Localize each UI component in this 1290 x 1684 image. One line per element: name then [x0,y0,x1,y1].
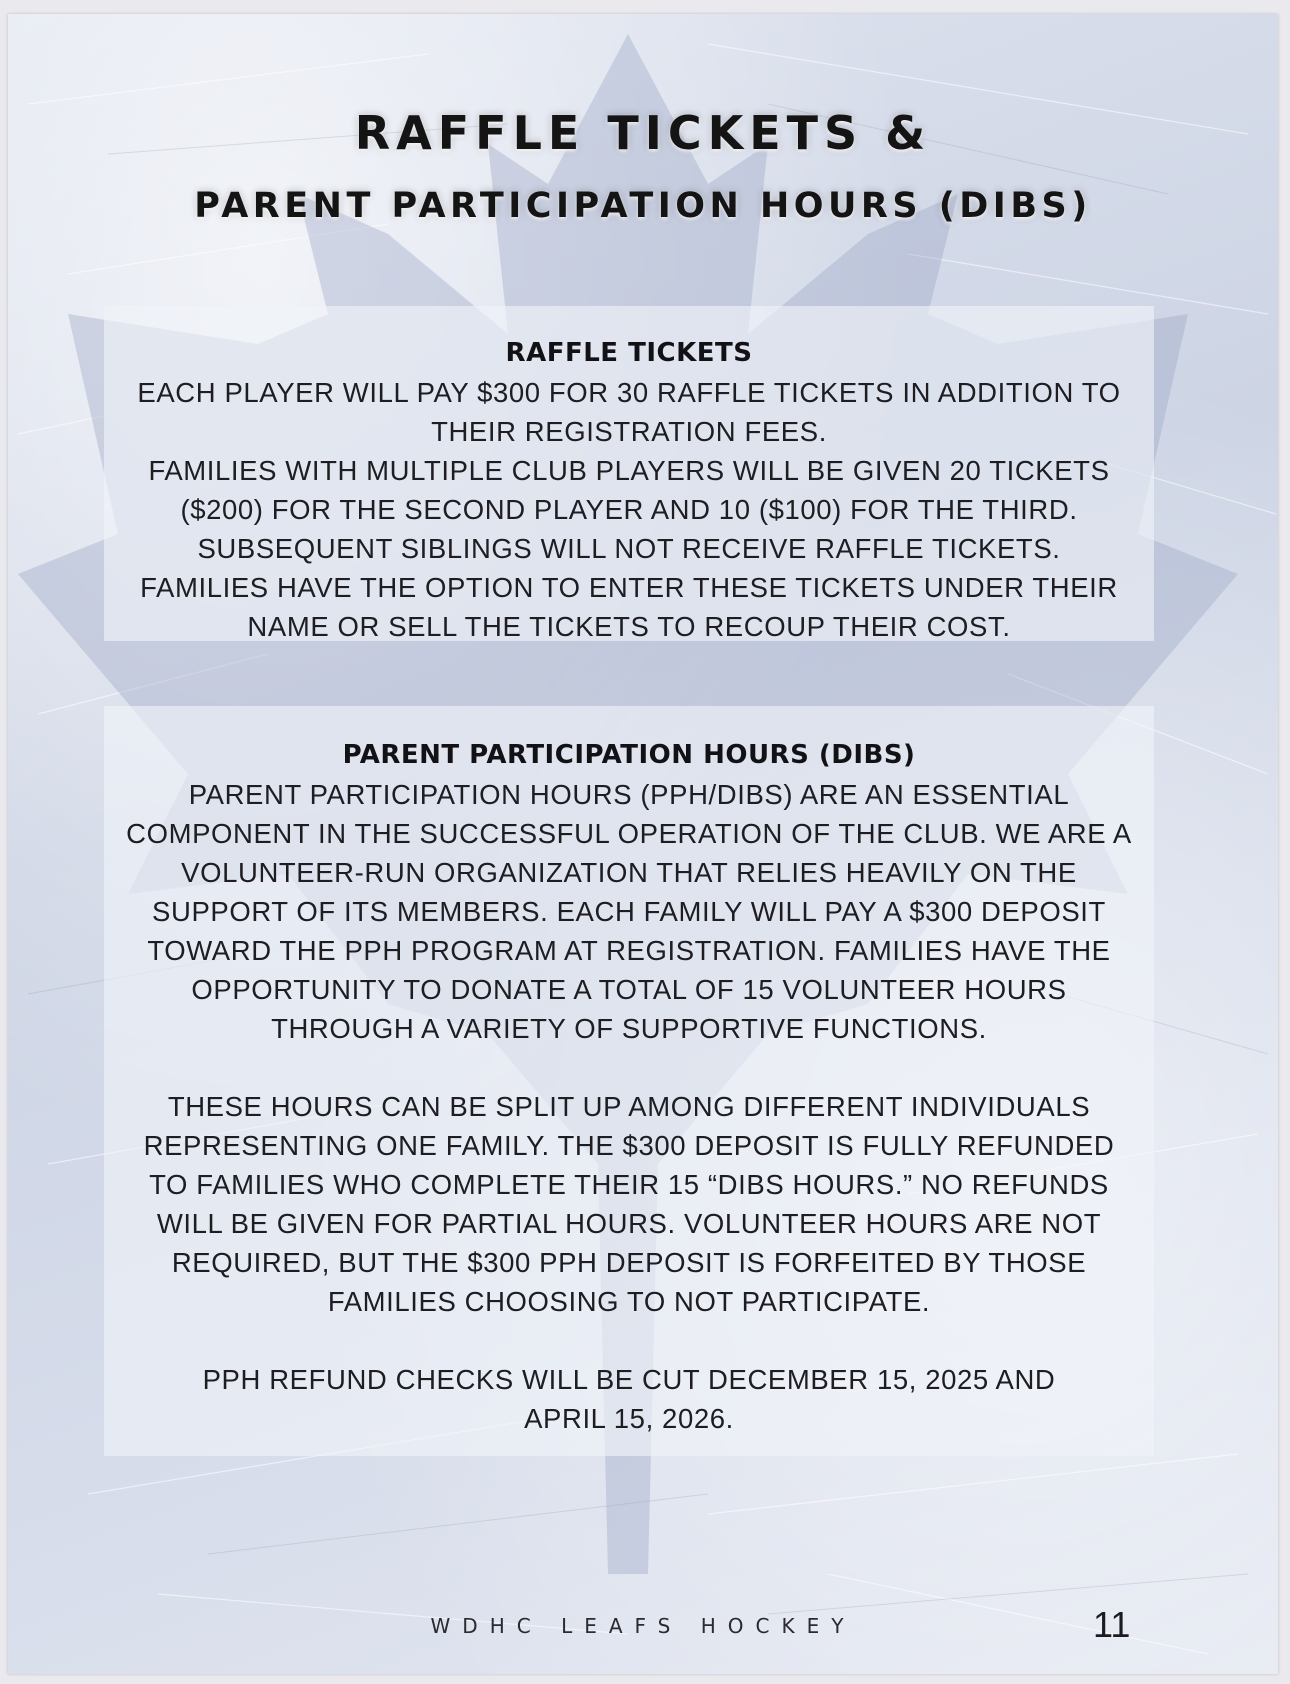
dibs-paragraph-1-line: COMPONENT IN THE SUCCESSFUL OPERATION OF THE CLUB. WE ARE A [126,818,1132,849]
dibs-paragraph-1-line: THROUGH A VARIETY OF SUPPORTIVE FUNCTIONS. [271,1013,987,1044]
dibs-paragraph-2-line: WILL BE GIVEN FOR PARTIAL HOURS. VOLUNTEER HOURS ARE NOT [156,1208,1102,1239]
raffle-line: NAME OR SELL THE TICKETS TO RECOUP THEIR COST. [247,611,1011,642]
raffle-line: ($200) FOR THE SECOND PLAYER AND 10 ($100) FOR THE THIRD. [180,494,1078,525]
raffle-tickets-panel [104,306,1154,641]
dibs-paragraph-2-line: TO FAMILIES WHO COMPLETE THEIR 15 “DIBS HOURS.” NO REFUNDS [149,1169,1109,1200]
dibs-paragraph-2-line: REQUIRED, BUT THE $300 PPH DEPOSIT IS FORFEITED BY THOSE [171,1247,1087,1278]
page-number: 11 [1093,1604,1131,1645]
dibs-panel [104,706,1154,1456]
dibs-paragraph-2-line: THESE HOURS CAN BE SPLIT UP AMONG DIFFERENT INDIVIDUALS [167,1091,1091,1122]
page-title: RAFFLE TICKETS & [354,106,932,160]
raffle-line: SUBSEQUENT SIBLINGS WILL NOT RECEIVE RAFFLE TICKETS. [197,533,1061,564]
raffle-line: FAMILIES WITH MULTIPLE CLUB PLAYERS WILL BE GIVEN 20 TICKETS [148,455,1110,486]
paragraph-spacer [104,1048,1154,1087]
dibs-paragraph-1-line: VOLUNTEER-RUN ORGANIZATION THAT RELIES HEAVILY ON THE [181,857,1077,888]
dibs-heading: PARENT PARTICIPATION HOURS (DIBS) [342,740,916,770]
paragraph-spacer [104,1321,1154,1360]
dibs-paragraph-3-line: PPH REFUND CHECKS WILL BE CUT DECEMBER 15, 2025 AND [202,1364,1056,1395]
raffle-line: FAMILIES HAVE THE OPTION TO ENTER THESE TICKETS UNDER THEIR [140,572,1118,603]
document-page [8,14,1278,1674]
raffle-heading: RAFFLE TICKETS [505,338,753,368]
dibs-paragraph-1-line: SUPPORT OF ITS MEMBERS. EACH FAMILY WILL PAY A $300 DEPOSIT [152,896,1106,927]
dibs-paragraph-3-line: APRIL 15, 2026. [524,1403,734,1434]
dibs-paragraph-1-line: PARENT PARTICIPATION HOURS (PPH/DIBS) ARE AN ESSENTIAL [188,779,1070,810]
raffle-line: EACH PLAYER WILL PAY $300 FOR 30 RAFFLE TICKETS IN ADDITION TO [137,377,1121,408]
page-subtitle: PARENT PARTICIPATION HOURS (DIBS) [194,186,1092,226]
footer-org-name: WDHC LEAFS HOCKEY [430,1614,856,1638]
dibs-paragraph-2-line: FAMILIES CHOOSING TO NOT PARTICIPATE. [327,1286,931,1317]
dibs-paragraph-2-line: REPRESENTING ONE FAMILY. THE $300 DEPOSIT IS FULLY REFUNDED [143,1130,1115,1161]
dibs-paragraph-1-line: OPPORTUNITY TO DONATE A TOTAL OF 15 VOLUNTEER HOURS [191,974,1067,1005]
raffle-line: THEIR REGISTRATION FEES. [431,416,827,447]
dibs-paragraph-1-line: TOWARD THE PPH PROGRAM AT REGISTRATION. FAMILIES HAVE THE [147,935,1111,966]
